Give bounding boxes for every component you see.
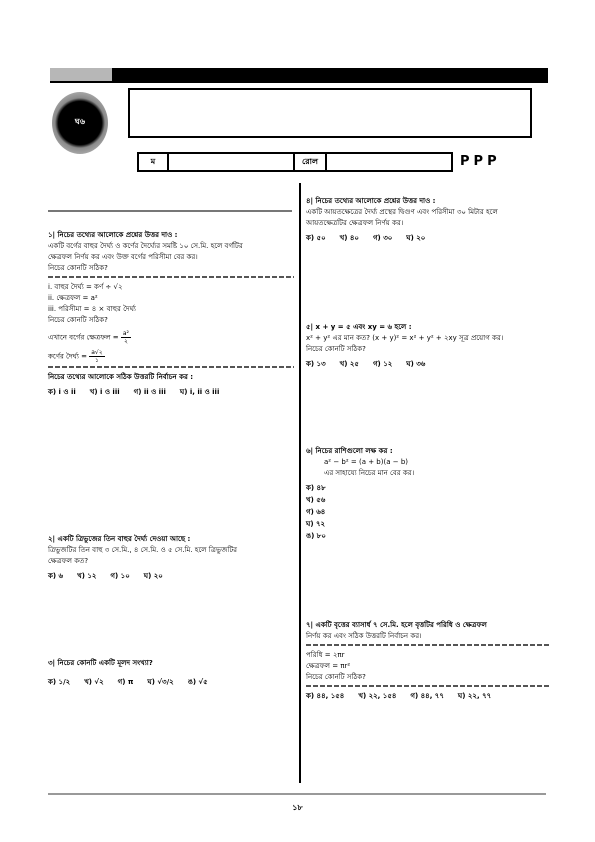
badge-label: ঘ৬ <box>74 117 86 126</box>
flag-icon: P <box>473 154 484 169</box>
answer-option[interactable]: গ) ii ও iii <box>133 388 166 396</box>
answer-option[interactable]: গ) ৬৪ <box>306 508 326 516</box>
question-line: ত্রিভুজটির তিন বাহু ৩ সে.মি., ৪ সে.মি. ও ৫ সে.মি. হলে ত্রিভুজটির <box>48 546 238 554</box>
answer-option[interactable]: গ) ১২ <box>372 360 393 368</box>
fraction-line-text: এখানে বর্গের ক্ষেত্রফল = <box>48 333 119 342</box>
question-7 <box>306 620 550 702</box>
question-6 <box>306 446 550 543</box>
question-line: একটি বর্গের বাহুর দৈর্ঘ্য ও কর্ণের দৈর্ঘ্যের সমষ্টি ১০ সে.মি. হলে বর্গটির <box>48 242 243 250</box>
fraction-denominator: ১ <box>94 357 99 364</box>
statement-line: ক্ষেত্রফল = πr² <box>306 662 351 670</box>
question-line: আয়তক্ষেত্রটির ক্ষেত্রফল নির্ণয় কর। <box>306 219 404 227</box>
answer-option[interactable]: ঘ) ২০ <box>143 572 163 580</box>
answer-option[interactable]: খ) ২২, ১৫৪ <box>358 692 397 700</box>
answer-option[interactable]: ক) ১/২ <box>48 678 71 686</box>
fraction-numerator: a² <box>122 330 129 337</box>
answer-options <box>48 677 294 688</box>
question-line: এর সাহায্যে নিচের মান বের কর। <box>324 469 415 477</box>
fraction <box>89 349 104 364</box>
statement-line: i. বাহুর দৈর্ঘ্য = কর্ণ ÷ √২ <box>48 283 123 291</box>
answer-options <box>306 691 550 702</box>
dotted-line <box>48 276 294 278</box>
answer-option[interactable]: খ) ৪০ <box>339 234 359 242</box>
question-line: নিচের কোনটি সঠিক? <box>306 345 366 353</box>
answer-options <box>306 233 550 244</box>
statement-line: নিচের কোনটি সঠিক? <box>48 316 108 324</box>
answer-option[interactable]: ঘ) √৩/২ <box>147 678 174 686</box>
answer-option[interactable]: ঙ) ৮০ <box>306 532 326 540</box>
title-box <box>128 88 532 138</box>
question-5 <box>306 322 550 370</box>
answer-option[interactable]: গ) ৪৪, ৭৭ <box>410 692 444 700</box>
answer-option[interactable]: ঘ) i, ii ও iii <box>179 388 220 396</box>
flag-icon: P <box>460 154 470 169</box>
footer-rule <box>48 793 546 795</box>
answer-option[interactable]: ক) ৬ <box>48 572 64 580</box>
question-line: a² − b² = (a + b)(a − b) <box>324 458 408 466</box>
flag-icons <box>460 152 497 172</box>
chapter-badge <box>52 92 108 154</box>
answer-option[interactable]: ক) i ও ii <box>48 388 76 396</box>
fraction-line <box>48 349 294 364</box>
answer-option[interactable]: ঘ) ২২, ৭৭ <box>457 692 492 700</box>
answer-options <box>306 359 550 370</box>
answer-option[interactable]: খ) i ও iii <box>89 388 120 396</box>
question-line: একটি আয়তক্ষেত্রের দৈর্ঘ্য প্রস্থের দ্বিগুণ এবং পরিসীমা ৩০ মিটার হলে <box>306 208 498 216</box>
answer-options <box>306 483 550 542</box>
question-heading: ৪| নিচের তথ্যের আলোকে প্রশ্নের উত্তর দাও : <box>306 197 436 205</box>
fraction-line <box>48 330 294 345</box>
answer-option[interactable]: ক) ৫০ <box>306 234 326 242</box>
statement-line: নিচের কোনটি সঠিক? <box>306 673 366 681</box>
dotted-line <box>306 685 550 687</box>
answer-option[interactable]: ক) ১৩ <box>306 360 326 368</box>
statement-line: iii. পরিসীমা = ৪ × বাহুর দৈর্ঘ্য <box>48 305 136 313</box>
question-heading: ৩| নিচের কোনটি একটি মূলদ সংখ্যা? <box>48 659 153 667</box>
question-heading: ৬| নিচের রাশিগুলো লক্ষ কর : <box>306 447 393 455</box>
question-heading: ৫| x + y = ৫ এবং xy = ৬ হলে : <box>306 323 412 331</box>
answer-option[interactable]: ক) ৪৮ <box>306 484 326 492</box>
answer-option[interactable]: ঘ) ৭২ <box>306 520 326 528</box>
top-bar-dark <box>112 68 548 81</box>
answer-option[interactable]: ঘ) ৩৬ <box>406 360 426 368</box>
answer-option[interactable]: খ) √২ <box>84 678 104 686</box>
fraction-denominator: ২ <box>123 338 128 345</box>
answer-option[interactable]: খ) ১২ <box>77 572 97 580</box>
answer-options <box>48 387 294 398</box>
question-heading: ১| নিচের তথ্যের আলোকে প্রশ্নের উত্তর দাও : <box>48 231 178 239</box>
question-3 <box>48 658 294 688</box>
left-column-rule <box>48 210 292 212</box>
fraction-numerator: a√২ <box>91 349 103 356</box>
question-line: নির্ণয় কর এবং সঠিক উত্তরটি নির্বাচন কর। <box>306 632 422 640</box>
top-bar-rule <box>50 81 548 83</box>
answer-option[interactable]: ঘ) ২০ <box>406 234 426 242</box>
question-line: x² + y² এর মান কত? (x + y)² = x² + y² + ২xy সূত্র প্রয়োগ কর। <box>306 334 504 342</box>
fraction <box>121 330 131 345</box>
answer-option[interactable]: খ) ২৫ <box>339 360 359 368</box>
question-line: ক্ষেত্রফল নির্ণয় কর এবং উক্ত বর্গের পরিসীমা বের কর। <box>48 253 198 261</box>
dotted-line <box>306 644 550 646</box>
roll-label: রোল <box>293 154 327 170</box>
question-line: নিচের কোনটি সঠিক? <box>48 264 108 272</box>
page-number: ১৮ <box>292 803 303 812</box>
column-divider <box>299 183 301 783</box>
roll-field[interactable] <box>327 154 451 170</box>
answer-option[interactable]: গ) ৩০ <box>372 234 393 242</box>
question-note: নিচের তথ্যের আলোকে সঠিক উত্তরটি নির্বাচন কর : <box>48 373 194 381</box>
name-label: ম <box>139 154 169 170</box>
question-heading: ৭| একটি বৃত্তের ব্যাসার্ধ ৭ সে.মি. হলে বৃত্তটির পরিধি ও ক্ষেত্রফল <box>306 621 487 629</box>
flag-icon: P <box>487 154 497 169</box>
answer-options <box>48 571 294 582</box>
question-line: ক্ষেত্রফল কত? <box>48 557 89 565</box>
answer-option[interactable]: ক) ৪৪, ১৫৪ <box>306 692 345 700</box>
answer-option[interactable]: ঙ) √৫ <box>187 678 208 686</box>
answer-option[interactable]: গ) π <box>117 678 134 686</box>
dotted-line <box>48 366 294 368</box>
answer-option[interactable]: খ) ৫৬ <box>306 496 326 504</box>
name-field[interactable] <box>169 154 293 170</box>
statement-line: পরিধি = ২πr <box>306 651 345 659</box>
statement-line: ii. ক্ষেত্রফল = a² <box>48 294 98 302</box>
question-2 <box>48 534 294 582</box>
question-1 <box>48 230 294 398</box>
question-4 <box>306 196 550 244</box>
student-info-box <box>137 152 453 172</box>
question-heading: ২| একটি ত্রিভুজের তিন বাহুর দৈর্ঘ্য দেওয়া আছে : <box>48 535 191 543</box>
fraction-line-text: কর্ণের দৈর্ঘ্য = <box>48 352 87 361</box>
answer-option[interactable]: গ) ১০ <box>110 572 130 580</box>
